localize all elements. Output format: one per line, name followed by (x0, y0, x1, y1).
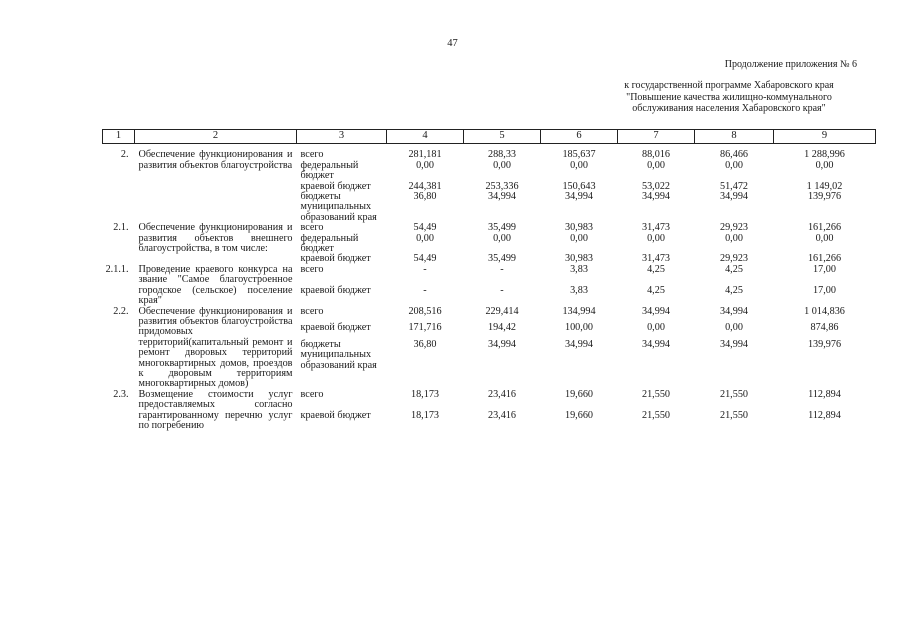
funding-value: - (500, 284, 504, 296)
funding-source: всего (300, 263, 324, 275)
funding-value: 0,00 (725, 322, 743, 334)
funding-value: 0,00 (647, 232, 665, 244)
funding-value: 23,416 (487, 388, 516, 400)
funding-value: 150,643 (562, 180, 596, 192)
funding-value: 0,00 (416, 232, 434, 244)
table-row (103, 307, 876, 324)
funding-value: 34,994 (487, 338, 516, 350)
funding-value: 21,550 (719, 409, 748, 421)
funding-source: краевой бюджет (300, 284, 371, 296)
row-number: 2.1.1. (105, 263, 129, 275)
funding-value: 53,022 (641, 180, 670, 192)
funding-value: 19,660 (564, 388, 593, 400)
column-header: 5 (464, 130, 541, 144)
funding-value: 112,894 (808, 409, 841, 421)
funding-value: 134,994 (562, 305, 596, 317)
funding-value: 208,516 (408, 305, 442, 317)
funding-value: 0,00 (647, 322, 665, 334)
row-number: 2.3. (113, 388, 129, 400)
table-row (103, 144, 876, 161)
funding-value: 1 288,996 (804, 149, 845, 161)
funding-value: 86,466 (719, 149, 748, 161)
funding-value: 0,00 (815, 159, 834, 171)
funding-value: 30,983 (564, 222, 593, 234)
budget-table (102, 129, 876, 431)
appendix-title: Продолжение приложения № 6 (724, 59, 857, 70)
funding-value: 31,473 (641, 222, 670, 234)
funding-source: краевой бюджет (300, 253, 371, 265)
funding-value: 0,00 (647, 159, 665, 171)
funding-value: 54,49 (413, 222, 437, 234)
funding-value: - (423, 284, 427, 296)
funding-value: 244,381 (408, 180, 442, 192)
funding-value: 281,181 (408, 149, 442, 161)
row-number: 2.1. (113, 222, 129, 234)
funding-value: 0,00 (493, 159, 511, 171)
funding-value: 4,25 (647, 263, 665, 275)
funding-value: 23,416 (487, 409, 516, 421)
funding-value: 21,550 (719, 388, 748, 400)
funding-value: 161,266 (807, 253, 842, 265)
funding-source: всего (300, 388, 324, 400)
measure-name: Обеспечение функционирования и развития объектов внешнего благоустройства, в том числе: (138, 222, 293, 255)
funding-value: 88,016 (641, 149, 670, 161)
funding-value: 1 014,836 (804, 305, 845, 317)
funding-value: 36,80 (413, 191, 437, 203)
funding-source: федеральный бюджет (300, 159, 359, 182)
table-body (103, 144, 876, 431)
table-row (103, 223, 876, 233)
funding-source: всего (300, 149, 324, 161)
funding-source: краевой бюджет (300, 180, 371, 192)
funding-value: 3,83 (570, 263, 588, 275)
funding-value: 194,42 (487, 322, 516, 334)
funding-value: 34,994 (564, 191, 593, 203)
funding-value: 34,994 (719, 191, 748, 203)
measure-name: Обеспечение функционирования и развития объектов благоустройства (138, 149, 293, 171)
funding-value: 288,33 (487, 149, 516, 161)
funding-value: 34,994 (641, 338, 670, 350)
funding-value: 229,414 (485, 305, 519, 317)
funding-value: 100,00 (564, 322, 593, 334)
funding-value: 21,550 (641, 388, 670, 400)
funding-source: краевой бюджет (300, 409, 371, 421)
funding-value: 34,994 (641, 305, 670, 317)
funding-value: 21,550 (641, 409, 670, 421)
funding-source: всего (300, 222, 324, 234)
measure-name: Проведение краевого конкурса на звание "Самое благоустроенное городское (сельское) поселение края" (138, 263, 293, 307)
funding-value: 0,00 (815, 232, 834, 244)
table-header-row (103, 130, 876, 144)
funding-value: 18,173 (410, 409, 439, 421)
column-header: 2 (135, 130, 297, 144)
funding-value: 0,00 (416, 159, 434, 171)
funding-value: 161,266 (807, 222, 842, 234)
funding-value: 0,00 (725, 159, 743, 171)
funding-value: 17,00 (813, 263, 836, 275)
page-number: 47 (447, 38, 458, 49)
funding-value: 35,499 (487, 253, 516, 265)
funding-value: 29,923 (719, 222, 748, 234)
funding-source: федеральный бюджет (300, 232, 359, 255)
column-header: 3 (297, 130, 387, 144)
funding-value: 34,994 (641, 191, 670, 203)
funding-value: 19,660 (564, 409, 593, 421)
funding-source: бюджеты муниципальных образований края (300, 191, 377, 223)
funding-value: 18,173 (410, 388, 439, 400)
funding-value: 171,716 (408, 322, 442, 334)
column-header: 8 (695, 130, 774, 144)
funding-value: 31,473 (641, 253, 670, 265)
funding-value: 874,86 (810, 322, 839, 334)
funding-value: 51,472 (719, 180, 748, 192)
funding-value: 35,499 (487, 222, 516, 234)
funding-value: 34,994 (564, 338, 593, 350)
funding-value: 185,637 (562, 149, 596, 161)
column-header: 9 (774, 130, 876, 144)
funding-source: бюджеты муниципальных образований края (300, 338, 377, 371)
row-number: 2. (120, 149, 129, 161)
funding-value: 0,00 (570, 159, 588, 171)
funding-value: 253,336 (485, 180, 519, 192)
funding-source: краевой бюджет (300, 322, 371, 334)
funding-value: 3,83 (570, 284, 588, 296)
funding-value: 0,00 (725, 232, 743, 244)
table-row (103, 265, 876, 286)
funding-value: 17,00 (813, 284, 836, 296)
funding-value: 30,983 (564, 253, 593, 265)
table-row (103, 390, 876, 411)
funding-value: 34,994 (487, 191, 516, 203)
funding-value: 29,923 (719, 253, 748, 265)
measure-name: Возмещение стоимости услуг предоставляемых согласно гарантированному перечню услуг по погребению (138, 388, 293, 431)
row-number: 2.2. (113, 305, 129, 317)
column-header: 7 (618, 130, 695, 144)
funding-value: 34,994 (719, 305, 748, 317)
funding-value: 1 149,02 (806, 180, 843, 192)
funding-value: 4,25 (725, 263, 743, 275)
column-header: 6 (541, 130, 618, 144)
funding-value: 112,894 (808, 388, 841, 400)
funding-value: 54,49 (413, 253, 437, 265)
funding-value: - (500, 263, 504, 275)
funding-value: - (423, 263, 427, 275)
funding-value: 0,00 (570, 232, 588, 244)
funding-value: 34,994 (719, 338, 748, 350)
funding-value: 0,00 (493, 232, 511, 244)
funding-value: 4,25 (647, 284, 665, 296)
measure-name: Обеспечение функционирования и развития объектов благоустройства придомовых территорий(капитальный ремонт и ремонт дворовых территорий многоквартирных домов, проездов к дворовым территориям многоквартирных домов) (138, 305, 293, 390)
appendix-description: к государственной программе Хабаровского края "Повышение качества жилищно-коммунального обслуживания населения Хабаровского края" (624, 80, 834, 114)
funding-value: 36,80 (413, 338, 437, 350)
funding-source: всего (300, 305, 324, 317)
column-header: 4 (387, 130, 464, 144)
funding-value: 139,976 (807, 338, 842, 350)
funding-value: 139,976 (807, 191, 842, 203)
funding-value: 4,25 (725, 284, 743, 296)
column-header: 1 (103, 130, 135, 144)
